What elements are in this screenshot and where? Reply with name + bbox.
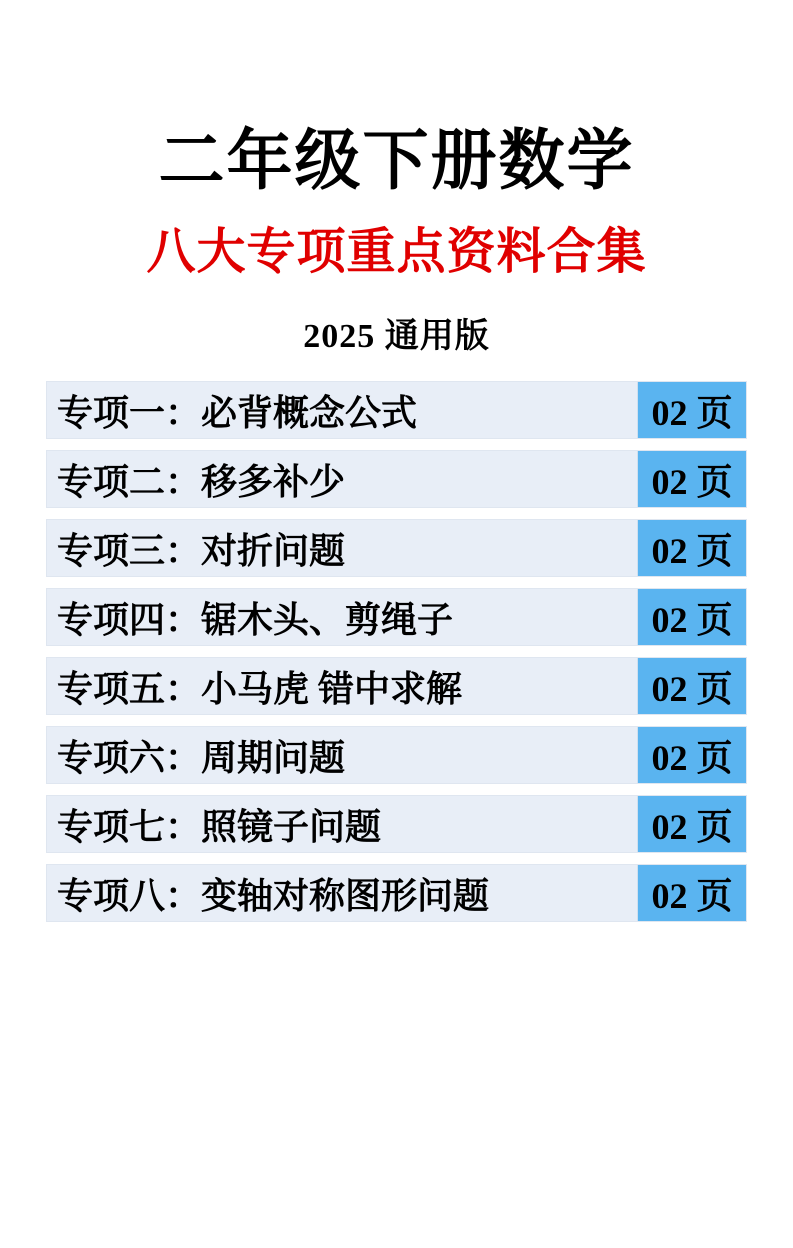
list-item-page: 02 页 — [637, 589, 746, 645]
list-item[interactable] — [46, 657, 747, 715]
list-item-label: 专项一：必背概念公式 — [57, 392, 418, 433]
list-item[interactable] — [46, 588, 747, 646]
page-version: 2025 通用版 — [303, 318, 490, 356]
list-item[interactable] — [46, 450, 747, 508]
page-title: 二年级下册数学 — [158, 125, 635, 198]
list-item-page: 02 页 — [637, 727, 746, 783]
list-item-page: 02 页 — [637, 796, 746, 852]
list-item-page: 02 页 — [637, 451, 746, 507]
list-item-label: 专项四：锯木头、剪绳子 — [57, 599, 454, 640]
list-item-label: 专项八：变轴对称图形问题 — [57, 875, 490, 916]
list-item-label: 专项五：小马虎 错中求解 — [57, 668, 463, 709]
list-item-page: 02 页 — [637, 520, 746, 576]
list-item-label: 专项七：照镜子问题 — [57, 806, 382, 847]
list-item-page: 02 页 — [637, 658, 746, 714]
list-item[interactable] — [46, 864, 747, 922]
document-page — [0, 126, 793, 1248]
page-subtitle: 八大专项重点资料合集 — [146, 223, 647, 279]
list-item[interactable] — [46, 726, 747, 784]
list-item[interactable] — [46, 795, 747, 853]
list-item-page: 02 页 — [637, 865, 746, 921]
list-item-label: 专项六：周期问题 — [57, 737, 346, 778]
list-item[interactable] — [46, 381, 747, 439]
list-item-page: 02 页 — [637, 382, 746, 438]
list-item-label: 专项二：移多补少 — [57, 461, 346, 502]
list-item[interactable] — [46, 519, 747, 577]
contents-list — [26, 381, 767, 922]
list-item-label: 专项三：对折问题 — [57, 530, 346, 571]
